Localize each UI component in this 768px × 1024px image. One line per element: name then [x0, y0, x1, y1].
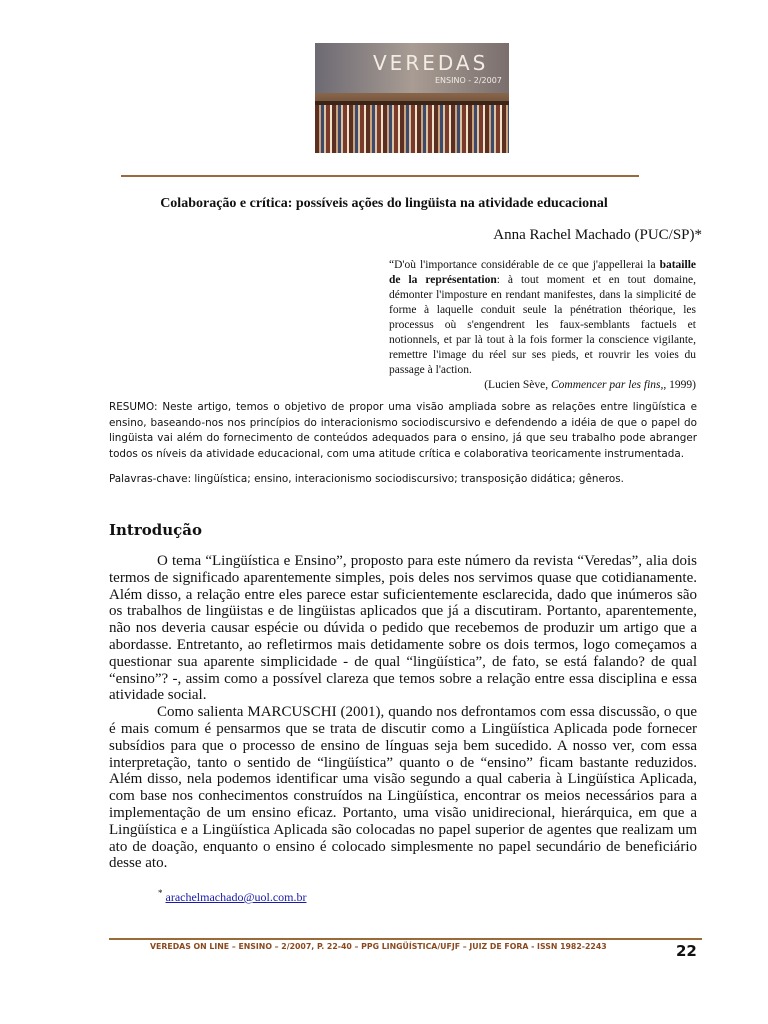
body-text	[109, 553, 697, 872]
page-number: 22	[676, 942, 697, 960]
abstract: RESUMO: Neste artigo, temos o objetivo de propor uma visão ampliada sobre as relações entre lingüística e ensino, baseando-nos nos princípios do interacionismo sociodiscursivo e defendendo a idéia de que o papel do lingüista vai além do fornecimento de conteúdos adequados para o ensino, já que seu trabalho pode abranger todos os níveis da atividade educacional, com uma atitude crítica e colaborativa teoricamente instrumentada.	[109, 401, 697, 460]
footnote-mark: *	[158, 888, 163, 898]
footer-citation: VEREDAS ON LINE – ENSINO – 2/2007, P. 22-40 – PPG LINGÜÍSTICA/UFJF – JUIZ DE FORA - ISSN 1982-2243	[150, 942, 607, 951]
section-heading-introduction: Introdução	[109, 521, 203, 539]
epigraph-text-start: “D'où l'importance considérable de ce que j'appellerai la	[389, 259, 660, 271]
journal-banner	[315, 43, 509, 153]
article-title: Colaboração e crítica: possíveis ações do lingüista na atividade educacional	[160, 196, 608, 211]
epigraph-text-end: : à tout moment et en tout domaine, démonter l'imposture en rendant manifestes, dans la simplicité de forme à laquelle conduit seule la pénétration théorique, les processus où s'engendrent les faux-semblants factuels et notionnels, et par là tout à la fois former la conscience vigilante, remettre l'image du réel sur ses pieds, et rouvrir les voies du passage à l'action.	[389, 274, 696, 376]
top-divider	[121, 175, 639, 177]
paragraph: Como salienta MARCUSCHI (2001), quando nos defrontamos com essa discussão, o que é mais comum é pensarmos que se trata de discutir como a Lingüística Aplicada pode fornecer subsídios para que o processo de ensino de línguas seja bem sucedido. A nosso ver, com essa interpretação, tanto o sentido de “lingüística” quanto o de “ensino” ficam bastante reduzidos. Além disso, nela podemos identificar uma visão segundo a qual caberia à Lingüística Aplicada, com base nos conhecimentos construídos na Lingüística, encontrar os meios necessários para a implementação de um ensino eficaz. Portanto, uma visão unidirecional, hierárquica, em que a Lingüística e a Lingüística Aplicada são colocadas no papel superior de agentes que realizam um ato de doação, enquanto o ensino é colocado simplesmente no papel secundário de beneficiário desse ato.	[109, 704, 697, 872]
author-email-link[interactable]: arachelmachado@uol.com.br	[165, 890, 307, 904]
paragraph: O tema “Lingüística e Ensino”, proposto para este número da revista “Veredas”, alia dois termos de significado aparentemente simples, pois deles nos servimos quase que cotidianamente. Além disso, a relação entre eles parece estar suficientemente esclarecida, dado que inúmeros são os trabalhos de lingüistas e de lingüistas aplicados que já a discutiram. Portanto, aparentemente, não nos deveria causar espécie ou dúvida o pedido que recebemos de produzir um artigo que a abordasse. Entretanto, ao refletirmos mais detidamente sobre os dois termos, logo começamos a questionar sua aparente simplicidade - de qual “lingüística”, de fato, se está falando? de qual “ensino”? -, assim como a possível clareza que temos sobre a relação entre essa disciplina e essa atividade social.	[109, 553, 697, 704]
footer-divider	[109, 938, 702, 940]
epigraph-bold: bataille de la représentation	[389, 259, 696, 286]
citation-prefix: (Lucien Sève,	[484, 379, 551, 391]
epigraph	[389, 258, 696, 393]
banner-subtitle: ENSINO - 2/2007	[435, 76, 502, 85]
footnote	[158, 888, 307, 905]
banner-books-image	[315, 105, 509, 153]
citation-work: Commencer par les fins,	[550, 379, 664, 391]
epigraph-citation	[389, 378, 696, 393]
keywords: Palavras-chave: lingüística; ensino, interacionismo sociodiscursivo; transposição didática; gêneros.	[109, 473, 624, 485]
banner-title: VEREDAS	[373, 51, 489, 75]
article-author: Anna Rachel Machado (PUC/SP)*	[493, 227, 702, 243]
citation-suffix: , 1999)	[663, 379, 696, 391]
